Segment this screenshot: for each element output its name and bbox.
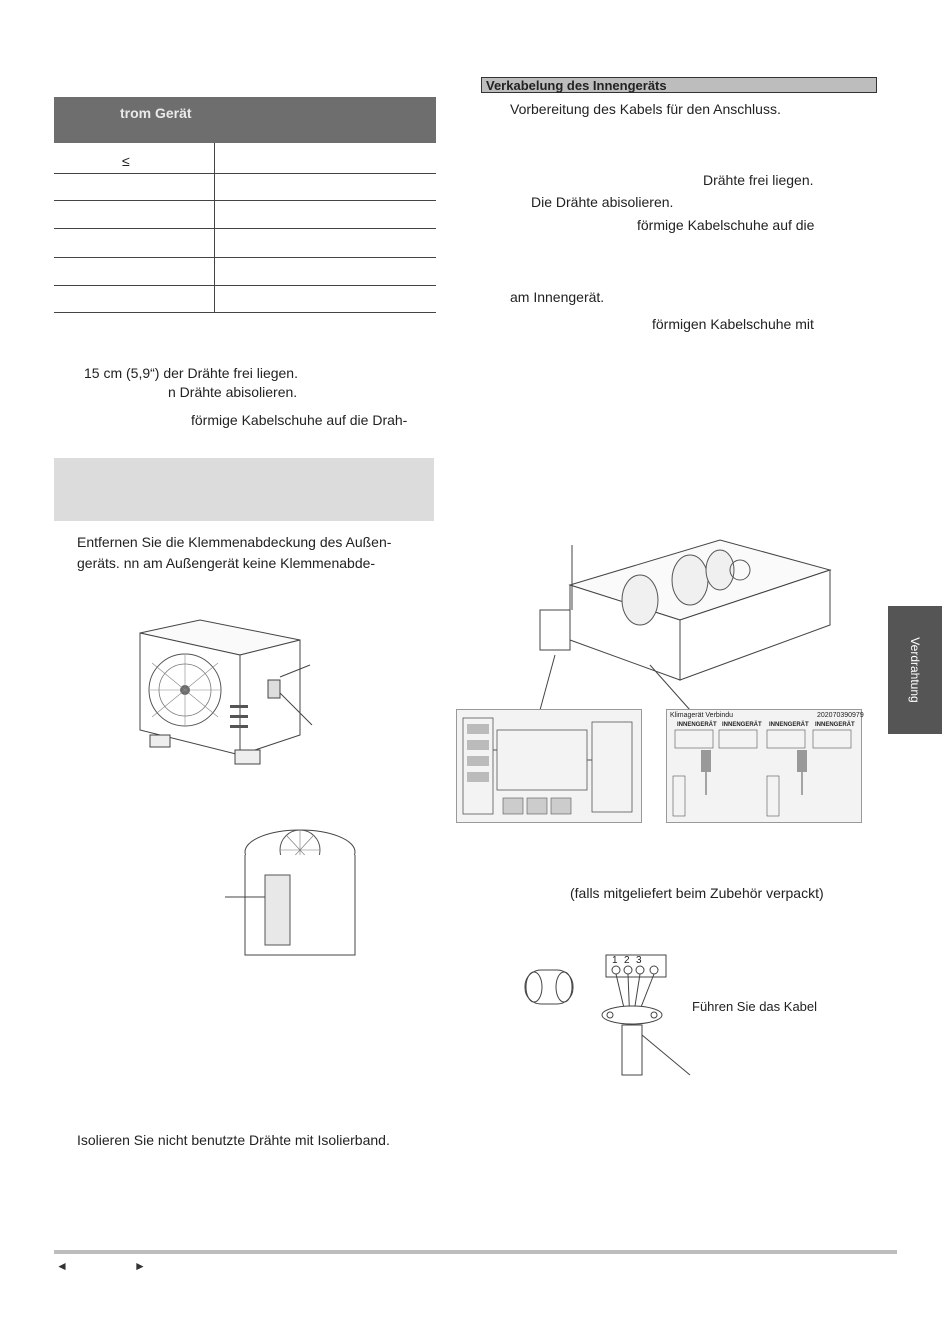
indoor-unit-illustration: [530, 525, 840, 705]
cable-caption: Führen Sie das Kabel: [692, 999, 818, 1014]
next-page-icon[interactable]: ►: [134, 1259, 146, 1273]
accessory-caption: (falls mitgeliefert beim Zubehör verpackt): [570, 885, 824, 901]
table-row-line: [54, 257, 436, 258]
right-line6: förmigen Kabelschuhe mit: [652, 316, 814, 332]
left-para3: Isolieren Sie nicht benutzte Drähte mit Isolierband.: [77, 1132, 390, 1148]
table-row-line: [54, 285, 436, 286]
table-row-line: [54, 312, 436, 313]
table-row-line: [54, 228, 436, 229]
prev-page-icon[interactable]: ◄: [56, 1259, 68, 1273]
right-line5: am Innengerät.: [510, 289, 605, 305]
note-box: [54, 458, 434, 521]
table-row-line: [54, 173, 436, 174]
terminal-number: 3: [636, 955, 642, 966]
wiring-diagram-panel: [456, 709, 642, 823]
unit-label: INNENGERÄT: [815, 722, 855, 728]
top-discharge-unit-illustration: [225, 820, 365, 965]
chapter-tab-label: Verdrahtung: [908, 637, 922, 703]
right-line3: Die Drähte abisolieren.: [531, 194, 674, 210]
cable-terminal-illustration: [520, 950, 700, 1080]
left-para2-line2: geräts. nn am Außengerät keine Klemmenabde-: [77, 555, 376, 571]
terminal-number: 1: [612, 955, 618, 966]
table-header-bar: [54, 97, 436, 143]
outdoor-unit-illustration: [130, 615, 330, 775]
connection-diagram-panel: [666, 709, 862, 823]
unit-label: INNENGERÄT: [769, 722, 809, 728]
left-para1-line1: 15 cm (5,9“) der Drähte frei liegen.: [84, 365, 298, 381]
left-para2-line1: Entfernen Sie die Klemmenabdeckung des Außen-: [77, 534, 392, 550]
right-line4: förmige Kabelschuhe auf die: [637, 217, 815, 233]
left-para1-line3: förmige Kabelschuhe auf die Drah-: [191, 412, 408, 428]
terminal-number: 2: [624, 955, 630, 966]
right-line2: Drähte frei liegen.: [703, 172, 814, 188]
unit-label: INNENGERÄT: [722, 722, 762, 728]
section-title: Verkabelung des Innengeräts: [481, 77, 877, 93]
connection-diagram-code: 202070390979: [817, 712, 864, 719]
table-header-label: trom Gerät: [120, 105, 192, 121]
footer-rule: [54, 1250, 897, 1254]
left-para1-line2: n Drähte abisolieren.: [168, 384, 298, 400]
table-cell-symbol: ≤: [122, 153, 130, 169]
unit-label: INNENGERÄT: [677, 722, 717, 728]
table-row-line: [54, 200, 436, 201]
right-line1: Vorbereitung des Kabels für den Anschluss.: [510, 101, 781, 117]
connection-diagram-title: Klimagerät Verbindu: [670, 712, 734, 719]
chapter-tab[interactable]: [888, 606, 942, 734]
